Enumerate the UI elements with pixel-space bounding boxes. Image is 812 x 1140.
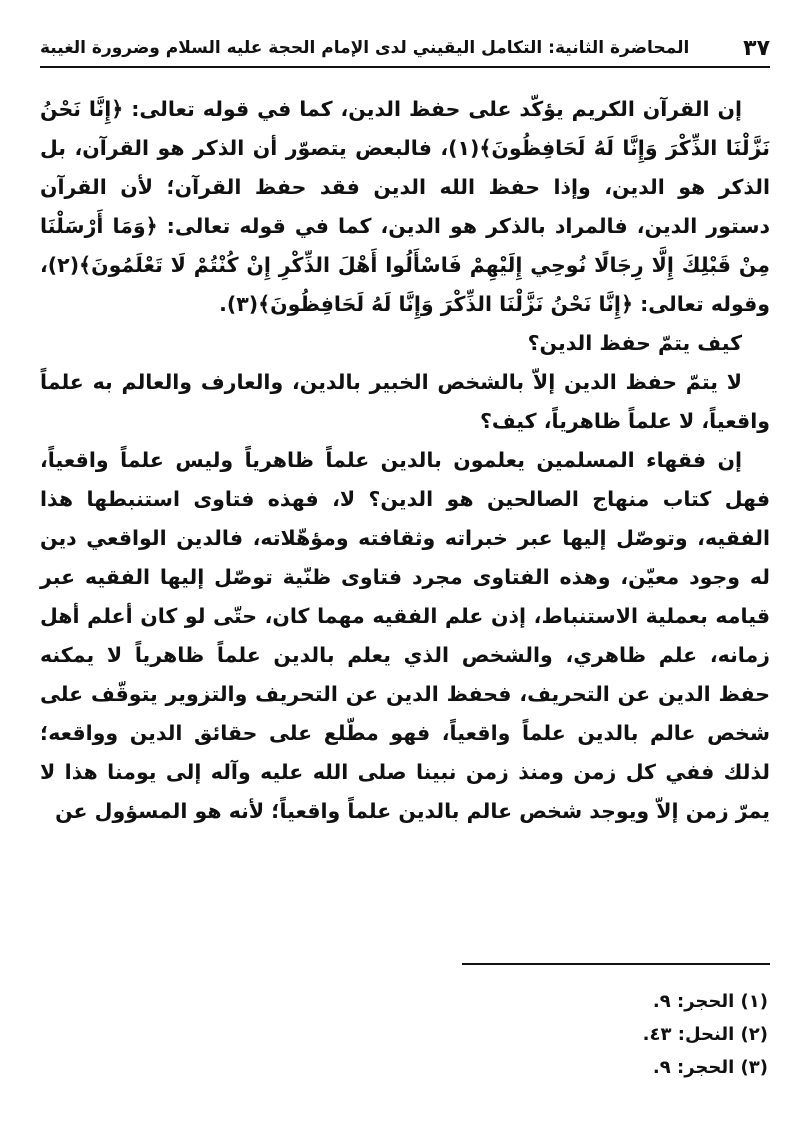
paragraph-quran-preservation: إن القرآن الكريم يؤكّد على حفظ الدين، كما في قوله تعالى: ﴿إِنَّا نَحْنُ نَزَّلْنَا الذِّكْرَ وَإِنَّا لَهُ لَحَافِظُونَ﴾(١)، فالبعض يتصوّر أن الذكر هو القرآن، بل الذكر هو الدين، وإذا حفظ الله الدين فقد حفظ القرآن؛ لأن القرآن دستور الدين، فالمراد بالذكر هو الدين، كما في قوله تعالى: ﴿وَمَا أَرْسَلْنَا مِنْ قَبْلِكَ إِلَّا رِجَالًا نُوحِي إِلَيْهِمْ فَاسْأَلُوا أَهْلَ الذِّكْرِ إِنْ كُنْتُمْ لَا تَعْلَمُونَ﴾(٢)، وقوله تعالى: ﴿إِنَّا نَحْنُ نَزَّلْنَا الذِّكْرَ وَإِنَّا لَهُ لَحَافِظُونَ﴾(٣). bbox=[40, 97, 770, 316]
running-title: المحاضرة الثانية: التكامل اليقيني لدى الإمام الحجة عليه السلام وضرورة الغيبة bbox=[40, 38, 690, 58]
page-number: ٣٧ bbox=[743, 35, 770, 61]
paragraph-jurists: إن فقهاء المسلمين يعلمون بالدين علماً ظاهرياً وليس علماً واقعياً، فهل كتاب منهاج الصالحين هو الدين؟ لا، فهذه فتاوى استنبطها هذا الفقيه، وتوصّل إليها عبر خبراته وثقافته ومؤهّلاته، فالدين الواقعي دين له وجود معيّن، وهذه الفتاوى مجرد فتاوى ظنّية توصّل إليها الفقيه عبر قيامه بعملية الاستنباط، إذن علم الفقيه مهما كان، حتّى لو كان أعلم أهل زمانه، علم ظاهري، والشخص الذي يعلم بالدين علماً ظاهرياً لا يمكنه حفظ الدين عن التحريف، فحفظ الدين عن التحريف والتزوير يتوقّف على شخص عالم بالدين علماً واقعياً، فهو مطّلع على حقائق الدين وواقعه؛ لذلك ففي كل زمن ومنذ زمن نبينا صلى الله عليه وآله إلى يومنا هذا لا يمرّ زمن إلاّ ويوجد شخص عالم بالدين علماً واقعياً؛ لأنه هو المسؤول عن bbox=[40, 448, 770, 823]
footnotes bbox=[40, 985, 770, 1084]
page-header bbox=[40, 30, 770, 68]
main-text bbox=[40, 90, 770, 831]
footnote-3: (٣) الحجر: ٩. bbox=[652, 1057, 768, 1078]
footnote-divider bbox=[462, 963, 770, 965]
footnote-2: (٢) النحل: ٤٣. bbox=[642, 1024, 768, 1045]
footnote-1: (١) الحجر: ٩. bbox=[652, 991, 768, 1012]
paragraph-question: كيف يتمّ حفظ الدين؟ bbox=[527, 331, 742, 355]
paragraph-expert-person: لا يتمّ حفظ الدين إلاّ بالشخص الخبير بالدين، والعارف والعالم به علماً واقعياً، لا علماً ظاهرياً، كيف؟ bbox=[40, 370, 770, 433]
